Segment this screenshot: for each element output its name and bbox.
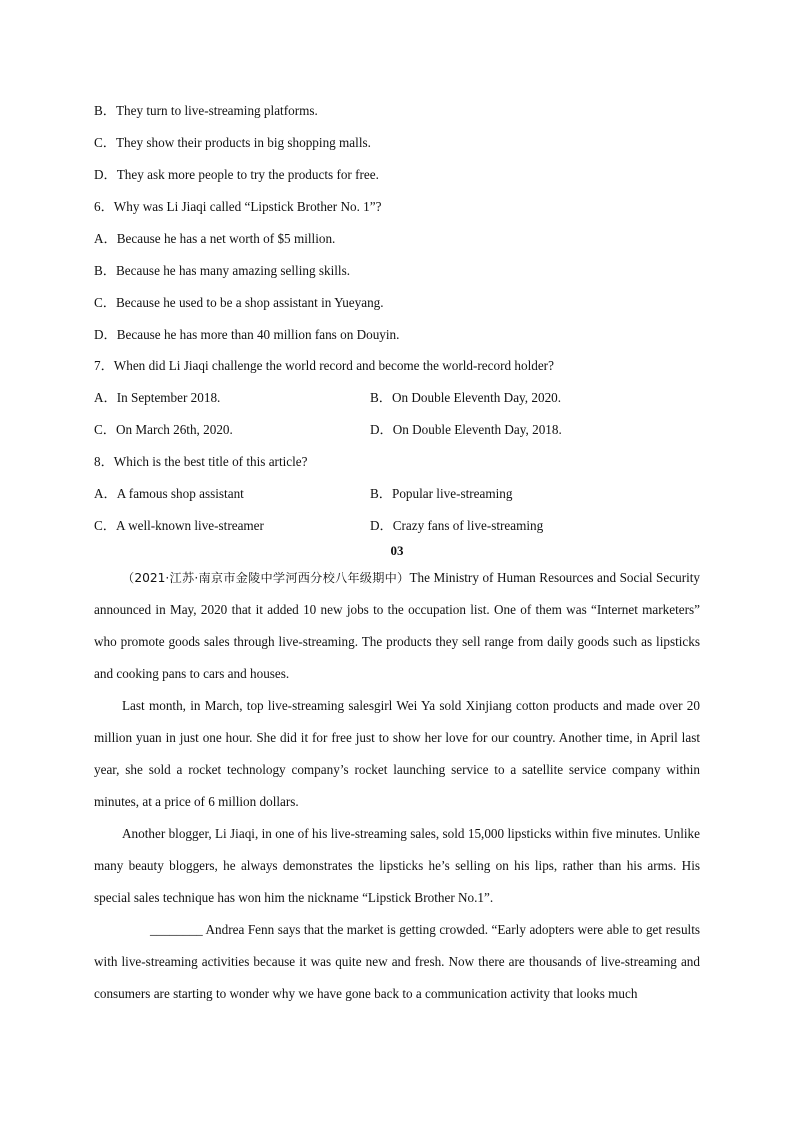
q5-option-b: B．They turn to live-streaming platforms. [94,103,318,118]
passage-paragraph-4 [94,914,700,1010]
q5-option-d: D．They ask more people to try the products for free. [94,167,379,182]
q6-option-d: D．Because he has more than 40 million fans on Douyin. [94,327,400,342]
q8-option-c: C．A well-known live-streamer [94,518,264,533]
passage-paragraph-2: Last month, in March, top live-streaming salesgirl Wei Ya sold Xinjiang cotton products and made over 20 million yuan in just one hour. She did it for free just to show her love for our country. Another time, in April last year, she sold a rocket technology company’s rocket launching service to a satellite service company within minutes, at a price of 6 million dollars. [94,698,700,809]
passage-paragraph-4-text: Andrea Fenn says that the market is getting crowded. “Early adopters were able to get results with live-streaming activities because it was quite new and fresh. Now there are thousands of live-streaming and consumers are starting to wonder why we have gone back to a communication activity that looks much [94,922,700,1001]
q6-question: 6．Why was Li Jiaqi called “Lipstick Brother No. 1”? [94,199,382,214]
q8-option-b: B．Popular live-streaming [370,486,513,501]
passage-paragraph-1 [94,562,700,690]
section-number: 03 [390,543,404,558]
q8-question: 8．Which is the best title of this article? [94,454,308,469]
q7-option-d: D．On Double Eleventh Day, 2018. [370,422,562,437]
passage-source: （2021·江苏·南京市金陵中学河西分校八年级期中） [122,571,410,585]
q7-question: 7．When did Li Jiaqi challenge the world record and become the world-record holder? [94,358,554,373]
passage-paragraph-1-text: The Ministry of Human Resources and Social Security announced in May, 2020 that it added 10 new jobs to the occupation list. One of them was “Internet marketers” who promote goods sales through live-streaming. The products they sell range from daily goods such as lipsticks and cooking pans to cars and houses. [94,570,701,681]
q6-option-a: A．Because he has a net worth of $5 million. [94,231,336,246]
passage-paragraph-3: Another blogger, Li Jiaqi, in one of his live-streaming sales, sold 15,000 lipsticks within five minutes. Unlike many beauty bloggers, he always demonstrates the lipsticks he’s selling on his lips, rather than his arms. His special sales technique has won him the nickname “Lipstick Brother No.1”. [94,826,700,905]
q6-option-b: B．Because he has many amazing selling skills. [94,263,351,278]
answer-blank: ________ [150,922,203,937]
q8-option-d: D．Crazy fans of live-streaming [370,518,544,533]
q8-option-a: A．A famous shop assistant [94,486,244,501]
q7-option-a: A．In September 2018. [94,390,221,405]
q7-option-c: C．On March 26th, 2020. [94,422,233,437]
reading-passage [94,562,700,1010]
q7-option-b: B．On Double Eleventh Day, 2020. [370,390,562,405]
q6-option-c: C．Because he used to be a shop assistant in Yueyang. [94,295,384,310]
q5-option-c: C．They show their products in big shopping malls. [94,135,371,150]
